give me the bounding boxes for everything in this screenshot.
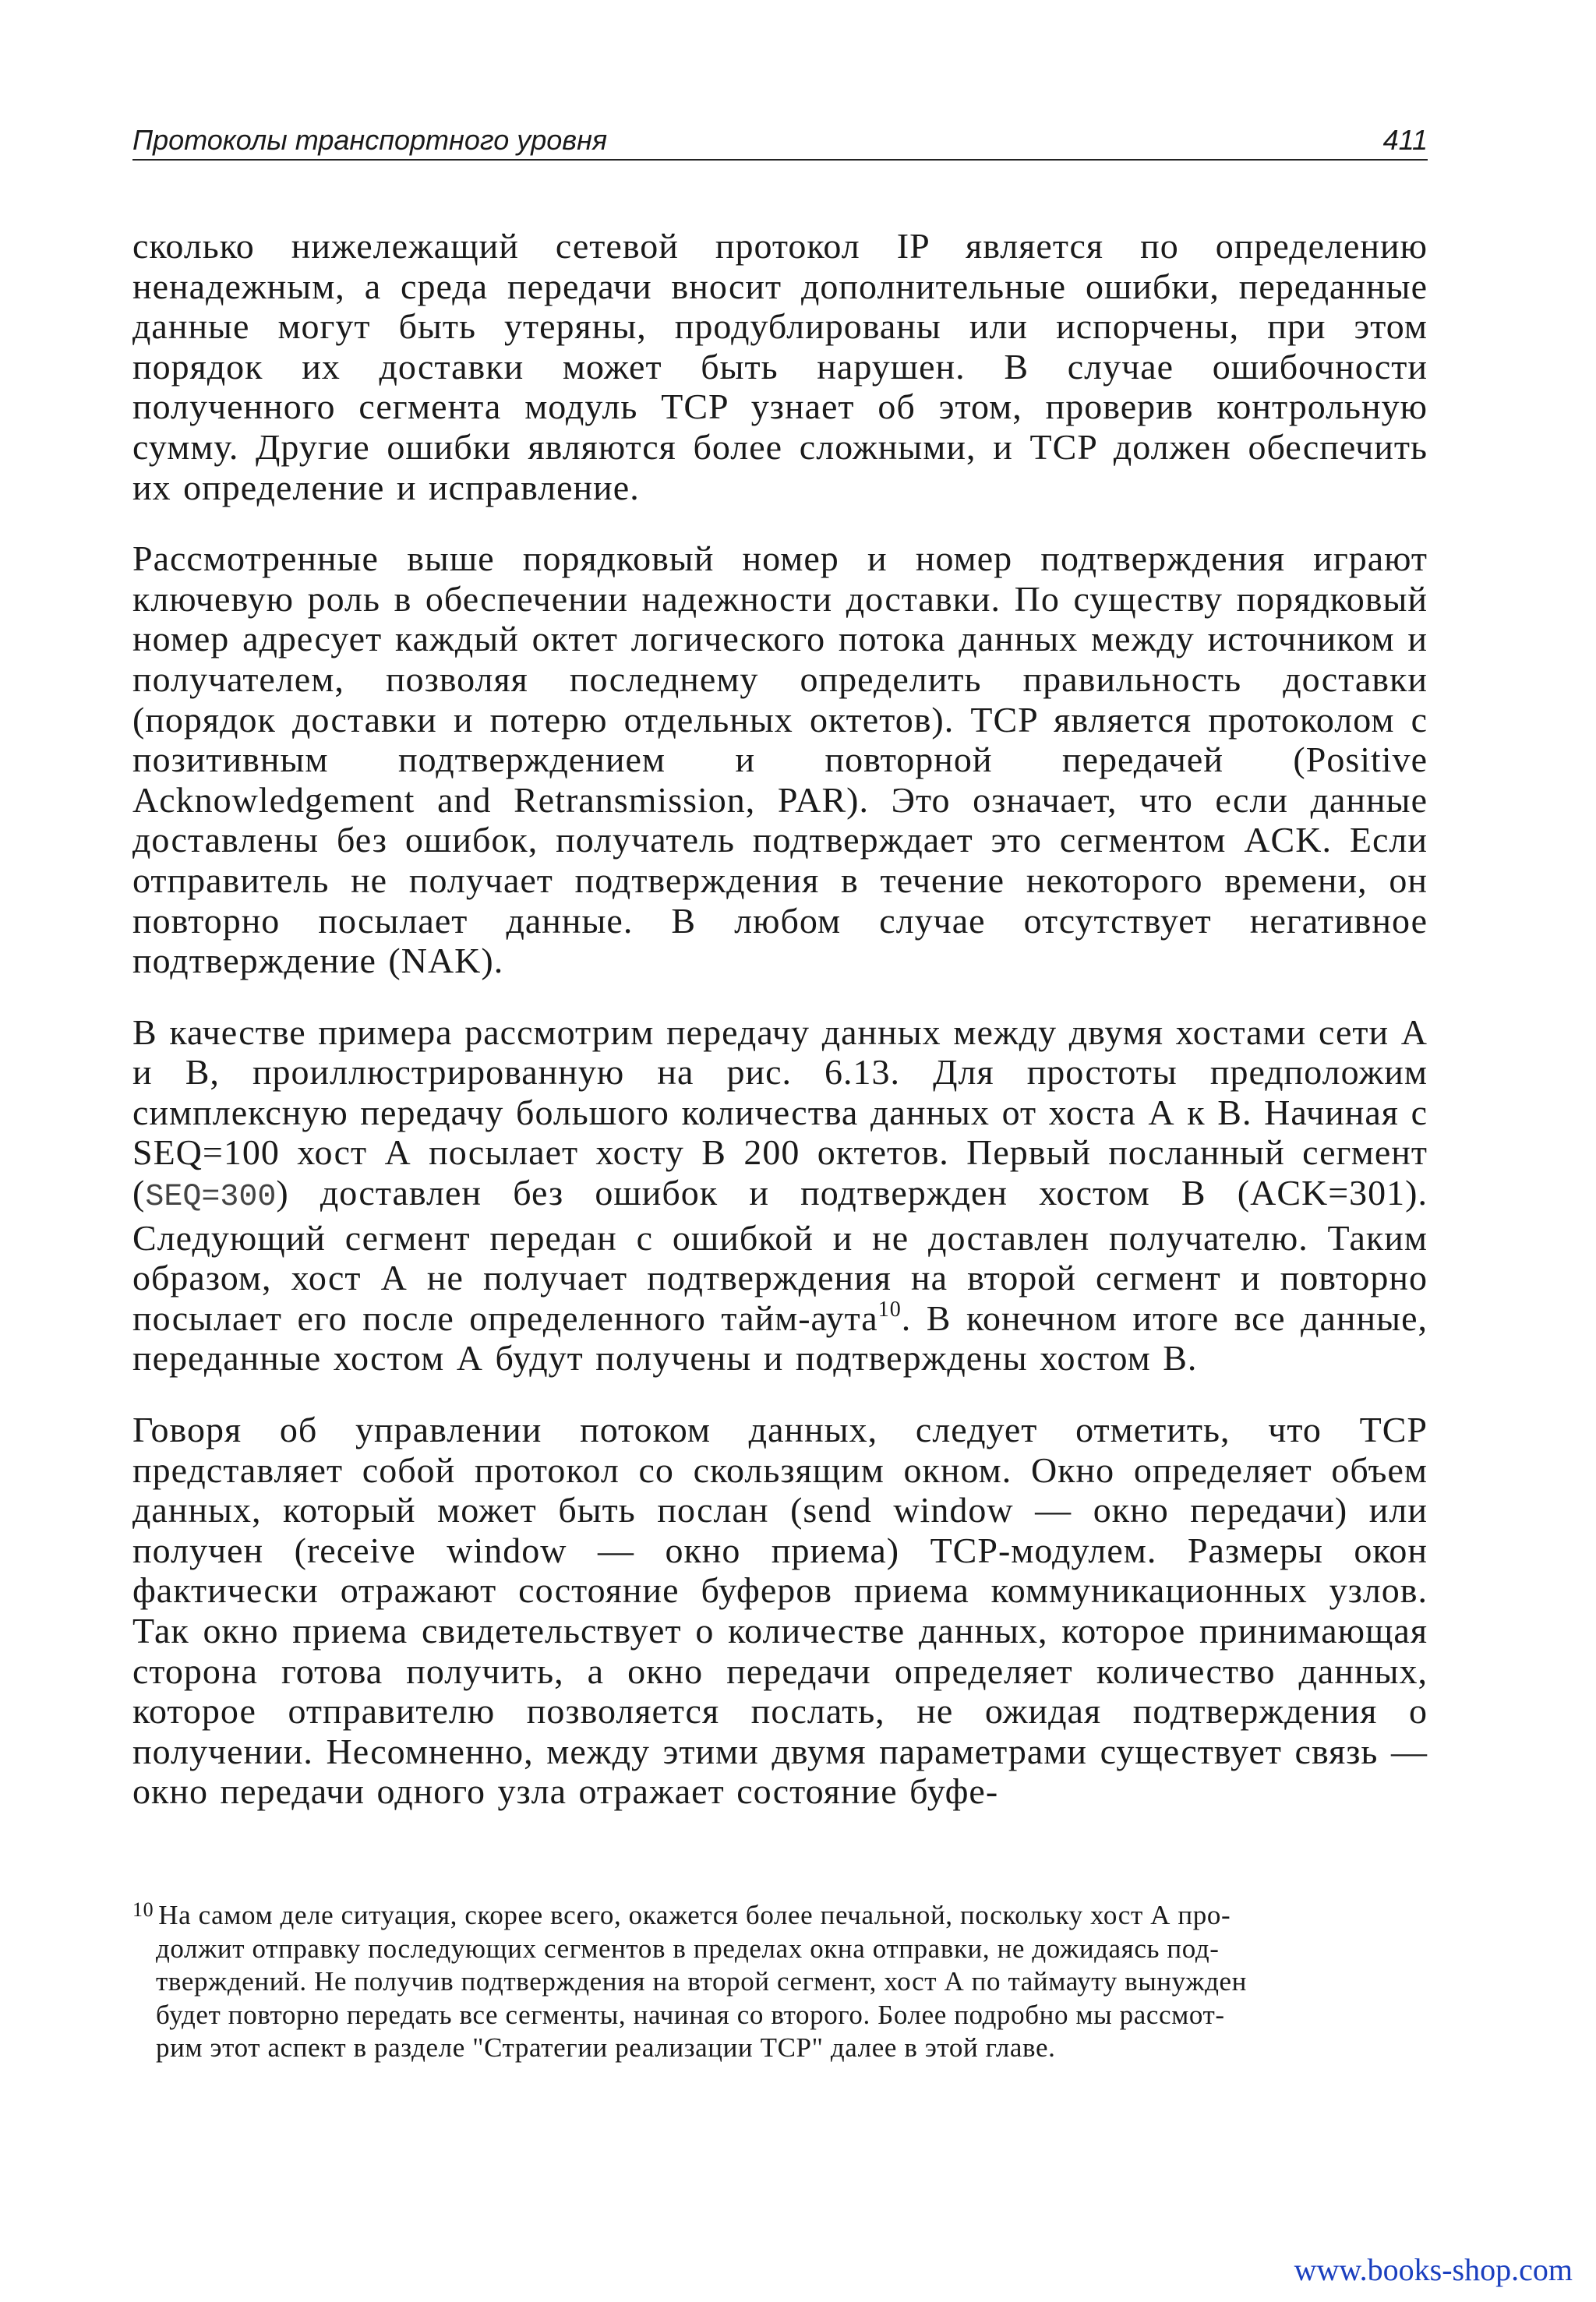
footnote-line-5: рим этот аспект в разделе "Стратегии реализации TCP" далее в этой главе.	[156, 2032, 1056, 2063]
running-header	[132, 125, 1428, 161]
paragraph-1: сколько нижележащий сетевой протокол IP является по определению ненадежным, а среда передачи вносит дополнительные ошибки, переданные данные могут быть утеряны, продублированы или испорчены, при этом порядок их доставки может быть нарушен. В случае ошибочности полученного сегмента модуль TCP узнает об этом, проверив контрольную сумму. Другие ошибки являются более сложными, и TCP должен обеспечить их определение и исправление.	[132, 226, 1428, 507]
footnote-line-1	[132, 1899, 1428, 1933]
paragraph-3-text-b: ) доставлен без ошибок и подтвержден хостом В (ACK=301). Следующий сегмент передан с ошибкой и не доставлен получателю. Таким образом, хост А не получает подтверждения на второй сегмент и повторно посылает его после определенного тайм-аута	[132, 1173, 1428, 1338]
paragraph-3-text-c: . В конечном итоге все данные, переданные хостом А будут получены и подтверждены хостом В.	[132, 1298, 1428, 1379]
footer-link[interactable]: www.books-shop.com	[1294, 2252, 1573, 2287]
code-seq-300: SEQ=300	[145, 1180, 277, 1216]
paragraph-2: Рассмотренные выше порядковый номер и номер подтверждения играют ключевую роль в обеспечении надежности доставки. По существу порядковый номер адресует каждый октет логического потока данных между источником и получателем, позволяя последнему определить правильность доставки (порядок доставки и потерю отдельных октетов). TCP является протоколом с позитивным подтверждением и повторной передачей (Positive Acknowledgement and Retransmission, PAR). Это означает, что если данные доставлены без ошибок, получатель подтверждает это сегментом ACK. Если отправитель не получает подтверждения в течение некоторого времени, он повторно посылает данные. В любом случае отсутствует негативное подтверждение (NAK).	[132, 538, 1428, 981]
page-number: 411	[1382, 124, 1428, 156]
footnote-text-1: На самом деле ситуация, скорее всего, окажется более печальной, поскольку хост А про-	[158, 1900, 1231, 1930]
footnote-number: 10	[132, 1898, 154, 1921]
footnote-line-4: будет повторно передать все сегменты, начиная со второго. Более подробно мы рассмот-	[156, 1999, 1225, 2030]
footnote-line-2: должит отправку последующих сегментов в пределах окна отправки, не дожидаясь под-	[156, 1933, 1220, 1964]
paragraph-4: Говоря об управлении потоком данных, следует отметить, что TCP представляет собой протокол со скользящим окном. Окно определяет объем данных, который может быть послан (send window — окно передачи) или получен (receive window — окно приема) TCP-модулем. Размеры окон фактически отражают состояние буферов приема коммуникационных узлов. Так окно приема свидетельствует о количестве данных, которое принимающая сторона готова получить, а окно передачи определяет количество данных, которое отправителю позволяется послать, не ожидая подтверждения о получении. Несомненно, между этими двумя параметрами существует связь — окно передачи одного узла отражает состояние буфе-	[132, 1410, 1428, 1812]
main-text	[132, 226, 1428, 1843]
paragraph-3	[132, 1012, 1428, 1379]
footnote	[132, 1899, 1428, 2065]
chapter-title: Протоколы транспортного уровня	[132, 124, 608, 156]
footnote-reference[interactable]: 10	[877, 1297, 902, 1322]
paragraph-3-text-a: В качестве примера рассмотрим передачу данных между двумя хостами сети А и В, проиллюстрированную на рис. 6.13. Для простоты предположим симплексную передачу большого количества данных от хоста А к В. Начиная с SEQ=100 хост А посылает хосту В 200 октетов. Первый посланный сегмент (	[132, 1012, 1428, 1213]
footnote-line-3: тверждений. Не получив подтверждения на второй сегмент, хост А по таймауту вынужден	[156, 1966, 1247, 1997]
